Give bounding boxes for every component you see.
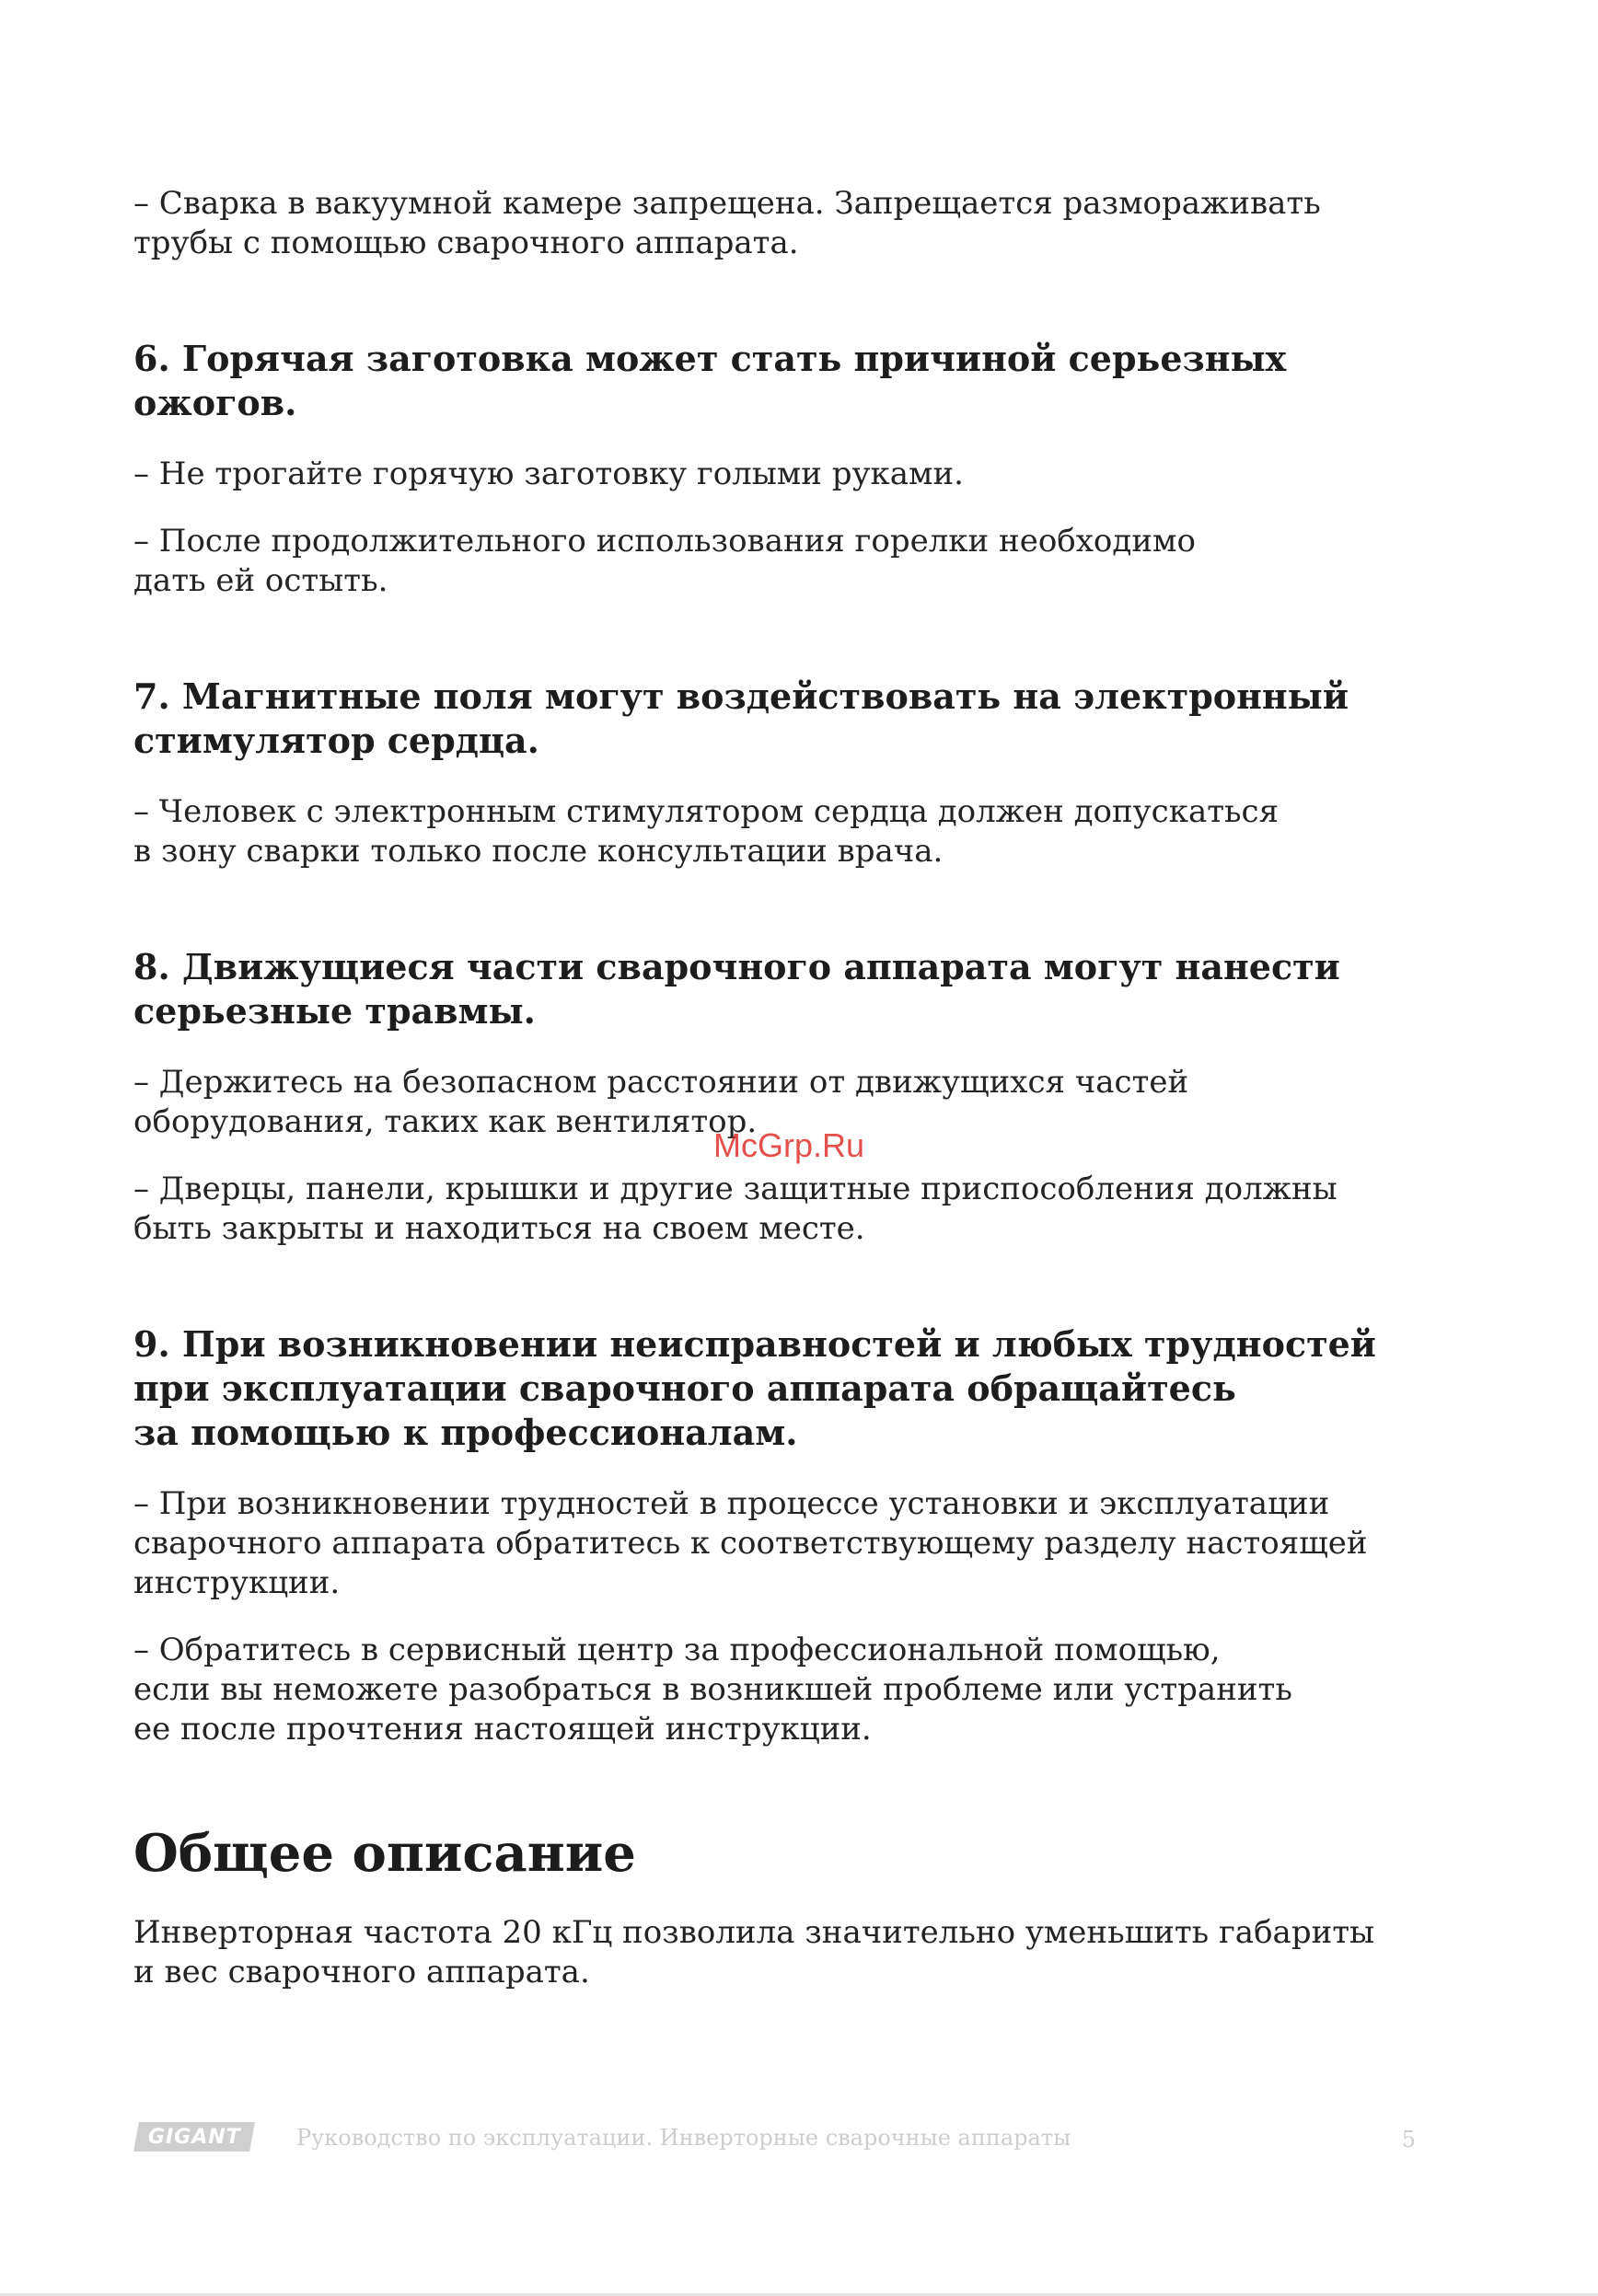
page-content <box>133 184 1422 1992</box>
section-paragraph: – Держитесь на безопасном расстоянии от движущихся частей оборудования, таких как вентилятор. <box>133 1064 1189 1140</box>
section-8 <box>133 945 1422 1249</box>
general-paragraph: Инверторная частота 20 кГц позволила значительно уменьшить габариты и вес сварочного аппарата. <box>133 1914 1375 1990</box>
section-paragraph: – При возникновении трудностей в процессе установки и эксплуатации сварочного аппарата обратитесь к соответствующему разделу настоящей инструкции. <box>133 1485 1368 1601</box>
section-6 <box>133 337 1422 601</box>
footer-title: Руководство по эксплуатации. Инверторные сварочные аппараты <box>296 2125 1071 2151</box>
section-7 <box>133 675 1422 871</box>
intro-paragraph: – Сварка в вакуумной камере запрещена. Запрещается размораживать трубы с помощью сварочного аппарата. <box>133 185 1321 261</box>
watermark: McGrp.Ru <box>713 1126 865 1164</box>
section-heading: 7. Магнитные поля могут воздействовать на электронный стимулятор сердца. <box>133 675 1349 761</box>
section-heading: 8. Движущиеся части сварочного аппарата могут нанести серьезные травмы. <box>133 946 1340 1032</box>
page-footer <box>136 2122 1416 2155</box>
gigant-logo <box>133 2122 255 2152</box>
section-paragraph: – Человек с электронным стимулятором сердца должен допускаться в зону сварки только после консультации врача. <box>133 793 1280 870</box>
section-heading: 9. При возникновении неисправностей и любых трудностей при эксплуатации сварочного аппарата обращайтесь за помощью к профессионалам. <box>133 1323 1376 1453</box>
section-paragraph: – Не трогайте горячую заготовку голыми руками. <box>133 456 964 492</box>
section-heading: 6. Горячая заготовка может стать причиной серьезных ожогов. <box>133 338 1287 423</box>
page-number: 5 <box>1401 2127 1416 2152</box>
section-paragraph: – Дверцы, панели, крышки и другие защитные приспособления должны быть закрыты и находиться на своем месте. <box>133 1171 1337 1247</box>
general-description <box>133 1823 1422 1992</box>
section-9 <box>133 1322 1422 1749</box>
section-paragraph: – Обратитесь в сервисный центр за профессиональной помощью, если вы неможете разобраться в возникшей проблеме или устранить ее после прочтения настоящей инструкции. <box>133 1632 1292 1748</box>
logo-text: GIGANT <box>147 2125 241 2149</box>
section-title: Общее описание <box>133 1823 636 1884</box>
section-paragraph: – После продолжительного использования горелки необходимо дать ей остыть. <box>133 523 1196 599</box>
